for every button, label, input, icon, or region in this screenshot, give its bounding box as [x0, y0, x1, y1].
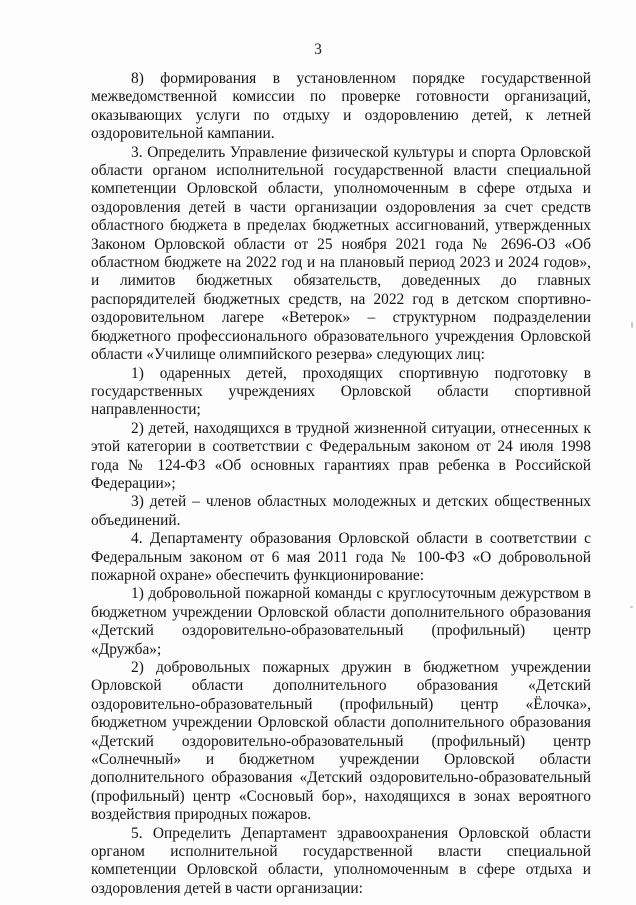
- scan-mark: [631, 322, 633, 328]
- paragraph-item-1-fire-team: 1) добровольной пожарной команды с круглосуточным дежурством в бюджетном учреждении Орловской области дополнительного образования «Детский оздоровительно-образовательный (профильный) центр «Дружба»;: [91, 585, 591, 658]
- paragraph-section-3-sports-department: 3. Определить Управление физической культуры и спорта Орловской области органом исполнительной государственной власти специальной компетенции Орловской области, уполномоченным в сфере отдыха и оздоровления детей в части организации оздоровления за счет средств областного бюджета в пределах бюджетных ассигнований, утвержденных Законом Орловской области от 25 ноября 2021 года № 2696-ОЗ «Об областном бюджете на 2022 год и на плановый период 2023 и 2024 годов», и лимитов бюджетных обязательств, доведенных до главных распорядителей бюджетных средств, на 2022 год в детском спортивно-оздоровительном лагере «Ветерок» – структурном подразделении бюджетного профессионального образовательного учреждения Орловской области «Училище олимпийского резерва» следующих лиц:: [91, 143, 591, 364]
- paragraph-section-4-education-department: 4. Департаменту образования Орловской области в соответствии с Федеральным законом от 6 мая 2011 года № 100-ФЗ «О добровольной пожарной охране» обеспечить функционирование:: [91, 530, 591, 584]
- scan-mark: [630, 606, 633, 608]
- paragraph-item-8-commission: 8) формирования в установленном порядке государственной межведомственной комиссии по проверке готовности организаций, оказывающих услуги по отдыху и оздоровлению детей, к летней оздоровительной кампании.: [91, 70, 591, 143]
- paragraph-item-2-difficult-situation: 2) детей, находящихся в трудной жизненной ситуации, отнесенных к этой категории в соответствии с Федеральным законом от 24 июля 1998 года № 124-ФЗ «Об основных гарантиях прав ребенка в Российской Федерации»;: [91, 419, 591, 492]
- page-number: 3: [314, 41, 322, 58]
- paragraph-section-5-health-department: 5. Определить Департамент здравоохранения Орловской области органом исполнительной государственной власти специальной компетенции Орловской области, уполномоченным в сфере отдыха и оздоровления детей в части организации:: [91, 824, 591, 897]
- document-body: [91, 70, 591, 898]
- paragraph-item-3-association-members: 3) детей – членов областных молодежных и детских общественных объединений.: [91, 493, 591, 529]
- paragraph-item-1-gifted-children: 1) одаренных детей, проходящих спортивную подготовку в государственных учреждениях Орловской области спортивной направленности;: [91, 364, 591, 419]
- paragraph-item-2-fire-brigades: 2) добровольных пожарных дружин в бюджетном учреждении Орловской области дополнительного образования «Детский оздоровительно-образовательный (профильный) центр «Ёлочка», бюджетном учреждении Орловской области дополнительного образования «Детский оздоровительно-образовательный (профильный) центр «Солнечный» и бюджетном учреждении Орловской области дополнительного образования «Детский оздоровительно-образовательный (профильный) центр «Сосновый бор», находящихся в зонах вероятного воздействия природных пожаров.: [91, 659, 591, 824]
